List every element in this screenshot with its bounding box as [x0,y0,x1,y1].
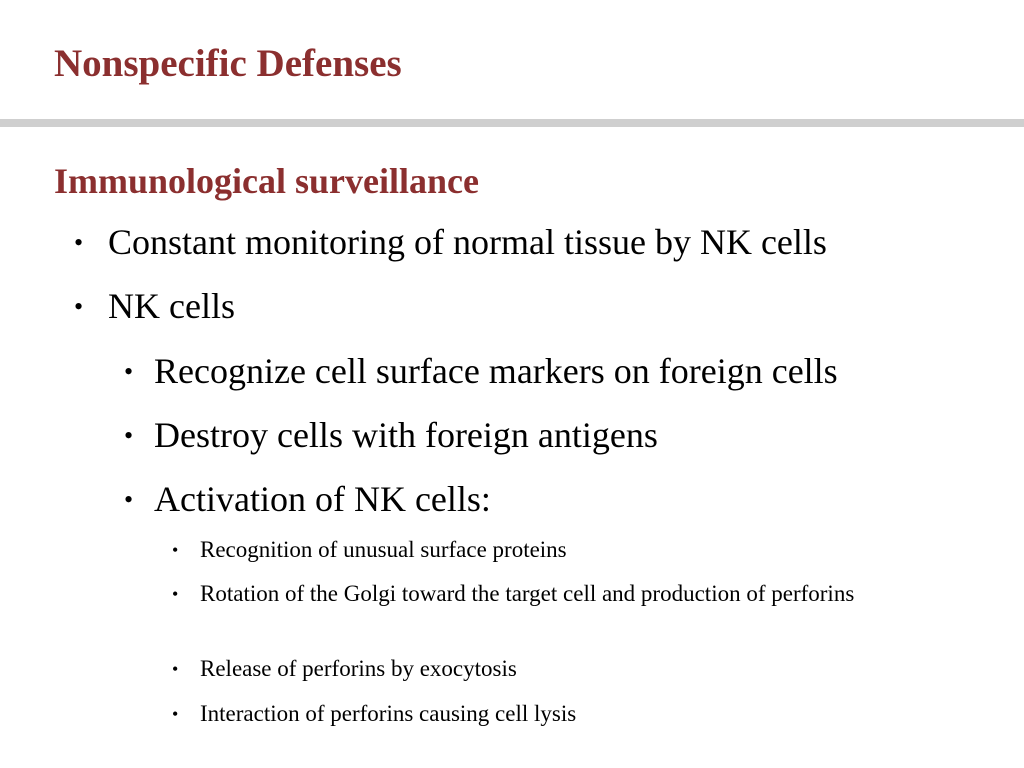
bullet-dot: • [172,584,179,604]
bullet-dot: • [74,228,84,257]
subbullet-activation [124,477,1014,521]
slide-title: Nonspecific Defenses [54,42,402,85]
subbullet-destroy-cells [124,413,1014,457]
bullet-dot: • [172,540,179,560]
title-divider [0,119,1024,127]
step-release-perforins [172,654,1012,684]
bullet-text: Constant monitoring of normal tissue by NK cells [108,222,827,262]
bullet-text: Activation of NK cells: [154,479,491,519]
step-recognition [172,535,1012,565]
bullet-text: Destroy cells with foreign antigens [154,415,658,455]
bullet-dot: • [124,421,134,450]
bullet-dot: • [172,704,179,724]
bullet-text: Interaction of perforins causing cell lysis [200,701,577,726]
bullet-text: Rotation of the Golgi toward the target cell and production of perforins [200,581,855,606]
bullet-text: Recognition of unusual surface proteins [200,537,567,562]
bullet-text: Release of perforins by exocytosis [200,656,517,681]
bullet-dot: • [74,292,84,321]
section-heading: Immunological surveillance [54,161,479,201]
bullet-text: NK cells [108,286,235,326]
bullet-dot: • [124,485,134,514]
step-cell-lysis [172,699,1012,729]
bullet-dot: • [172,659,179,679]
bullet-dot: • [124,357,134,386]
step-golgi-rotation [172,579,992,641]
bullet-text: Recognize cell surface markers on foreign cells [154,351,838,391]
subbullet-recognize-markers [124,349,1014,393]
bullet-constant-monitoring [74,220,1014,264]
bullet-nk-cells [74,284,1014,328]
